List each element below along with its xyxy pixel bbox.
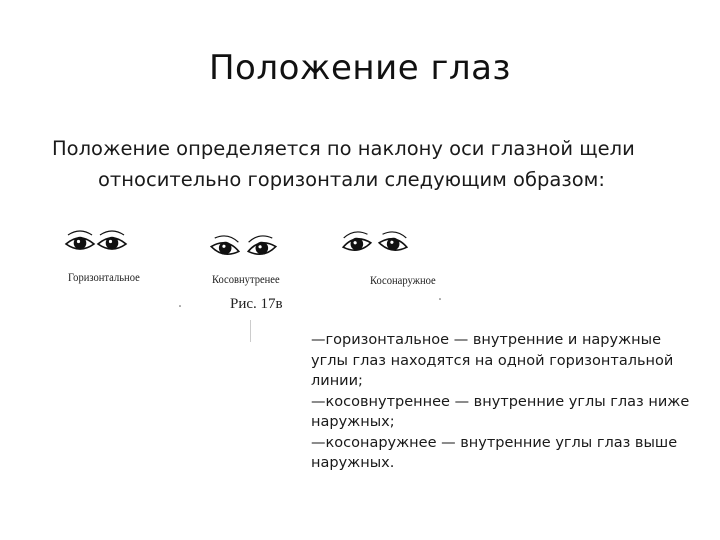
notes-line: —горизонтальное — внутренние и наружные bbox=[311, 332, 662, 348]
intro-line-2: относительно горизонтали следующим образом: bbox=[98, 168, 605, 191]
notes-line: линии; bbox=[311, 373, 363, 389]
caption-horizontal: Горизонтальное bbox=[68, 270, 140, 284]
scan-divider bbox=[250, 320, 251, 342]
caption-inner-slant: Косовнутренее bbox=[212, 272, 280, 286]
eye-horizontal-right bbox=[98, 231, 126, 249]
figure-number: Рис. 17в bbox=[230, 296, 283, 312]
notes-line: наружных. bbox=[311, 455, 395, 471]
notes-block bbox=[311, 330, 703, 474]
eye-inner-slant-right bbox=[246, 234, 277, 257]
notes-line: —косовнутреннее — внутренние углы глаз ниже bbox=[311, 393, 690, 410]
eye-outer-slant-left bbox=[341, 230, 371, 252]
notes-line: наружных; bbox=[311, 414, 395, 430]
eye-position-figure bbox=[60, 222, 460, 332]
slide-title: Положение глаз bbox=[208, 48, 511, 88]
caption-outer-slant: Косонаружное bbox=[370, 273, 436, 287]
eye-horizontal-left bbox=[66, 231, 94, 249]
eye-outer-slant-right bbox=[378, 230, 408, 252]
notes-line: —косонаружнее — внутренние углы глаз выше bbox=[311, 434, 678, 451]
intro-paragraph bbox=[52, 133, 692, 195]
notes-line: углы глаз находятся на одной горизонтальной bbox=[311, 352, 674, 369]
eye-inner-slant-left bbox=[210, 234, 241, 257]
intro-line-1: Положение определяется по наклону оси глазной щели bbox=[52, 137, 635, 160]
